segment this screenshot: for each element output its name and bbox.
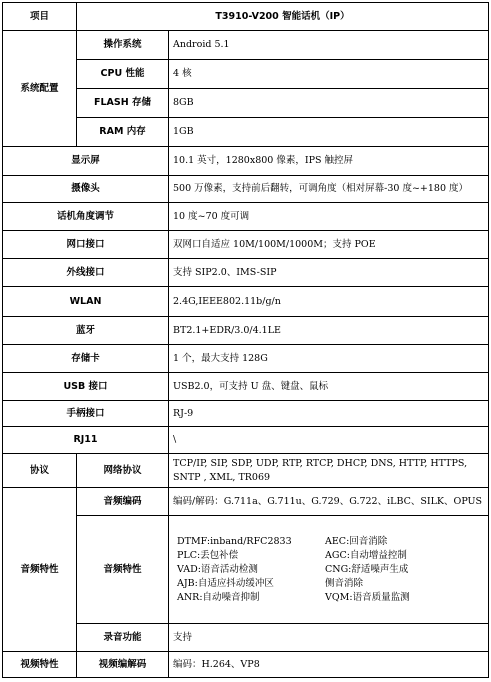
feature-item: AJB:自适应抖动缓冲区 (177, 577, 274, 589)
row-label: 操作系统 (77, 31, 169, 60)
table-row (3, 231, 489, 259)
feature-item: AEC:回音消除 (325, 535, 388, 547)
row-value: BT2.1+EDR/3.0/4.1LE (169, 317, 489, 345)
row-label: WLAN (3, 287, 169, 317)
row-value: Android 5.1 (169, 31, 489, 60)
table-row (3, 31, 489, 60)
feature-item: VAD:语音活动检测 (177, 563, 258, 575)
table-row (3, 176, 489, 203)
row-label: USB 接口 (3, 373, 169, 401)
protocol-row (3, 454, 489, 488)
row-value: 1 个，最大支持 128G (169, 345, 489, 373)
video-value: 编码：H.264、VP8 (169, 652, 489, 678)
row-value: 2.4G,IEEE802.11b/g/n (169, 287, 489, 317)
protocol-label: 协议 (3, 454, 77, 488)
table-row (3, 345, 489, 373)
protocol-value: TCP/IP, SIP, SDP, UDP, RTP, RTCP, DHCP, DNS, HTTP, HTTPS, SNTP , XML, TR069 (169, 454, 489, 488)
row-value: 4 核 (169, 60, 489, 89)
feature-item: CNG:舒适噪声生成 (325, 563, 409, 575)
audio-record-label: 录音功能 (77, 624, 169, 652)
table-row (3, 287, 489, 317)
table-row (3, 147, 489, 176)
feature-item: AGC:自动增益控制 (325, 549, 407, 561)
row-label: RAM 内存 (77, 118, 169, 147)
table-row (3, 401, 489, 427)
row-label: 网口接口 (3, 231, 169, 259)
feature-item: VQM:语音质量监测 (325, 591, 410, 603)
feature-row (173, 577, 484, 591)
table-row (3, 373, 489, 401)
row-value: 1GB (169, 118, 489, 147)
row-label: FLASH 存储 (77, 89, 169, 118)
row-value: \ (169, 427, 489, 454)
feature-item: PLC:丢包补偿 (177, 549, 239, 561)
row-label: 话机角度调节 (3, 203, 169, 231)
audio-codec-row (3, 488, 489, 516)
audio-codec-label: 音频编码 (77, 488, 169, 516)
row-value: 支持 SIP2.0、IMS-SIP (169, 259, 489, 287)
row-label: 外线接口 (3, 259, 169, 287)
row-label: 存储卡 (3, 345, 169, 373)
video-label: 视频特性 (3, 652, 77, 678)
row-value: 10 度~70 度可调 (169, 203, 489, 231)
table-row (3, 203, 489, 231)
video-sub-label: 视频编解码 (77, 652, 169, 678)
feature-item: DTMF:inband/RFC2833 (177, 535, 292, 547)
system-label: 系统配置 (3, 31, 77, 147)
row-value: 10.1 英寸，1280x800 像素，IPS 触控屏 (169, 147, 489, 176)
row-label: 摄像头 (3, 176, 169, 203)
header-col2: T3910-V200 智能话机（IP） (77, 3, 489, 31)
feature-row (173, 549, 484, 563)
row-label: RJ11 (3, 427, 169, 454)
audio-features-grid (173, 535, 484, 605)
table-row (3, 317, 489, 345)
feature-item: 侧音消除 (325, 577, 364, 589)
header-row (3, 3, 489, 31)
audio-label: 音频特性 (3, 488, 77, 652)
audio-features-label: 音频特性 (77, 516, 169, 624)
video-row (3, 652, 489, 678)
row-value: 8GB (169, 89, 489, 118)
spec-table (2, 2, 489, 678)
feature-row (173, 563, 484, 577)
row-label: 手柄接口 (3, 401, 169, 427)
header-col1: 项目 (3, 3, 77, 31)
row-value: USB2.0，可支持 U 盘、键盘、鼠标 (169, 373, 489, 401)
row-value: 双网口自适应 10M/100M/1000M；支持 POE (169, 231, 489, 259)
audio-codec-value: 编码/解码：G.711a、G.711u、G.729、G.722、iLBC、SILK、OPUS (169, 488, 489, 516)
row-label: CPU 性能 (77, 60, 169, 89)
audio-features-cell (169, 516, 489, 624)
feature-item: ANR:自动噪音抑制 (177, 591, 260, 603)
row-value: RJ-9 (169, 401, 489, 427)
table-row (3, 427, 489, 454)
audio-record-value: 支持 (169, 624, 489, 652)
feature-row (173, 535, 484, 549)
feature-row (173, 591, 484, 605)
table-row (3, 259, 489, 287)
row-label: 显示屏 (3, 147, 169, 176)
row-label: 蓝牙 (3, 317, 169, 345)
row-value: 500 万像素，支持前后翻转，可调角度（相对屏幕-30 度~+180 度） (169, 176, 489, 203)
protocol-sub-label: 网络协议 (77, 454, 169, 488)
